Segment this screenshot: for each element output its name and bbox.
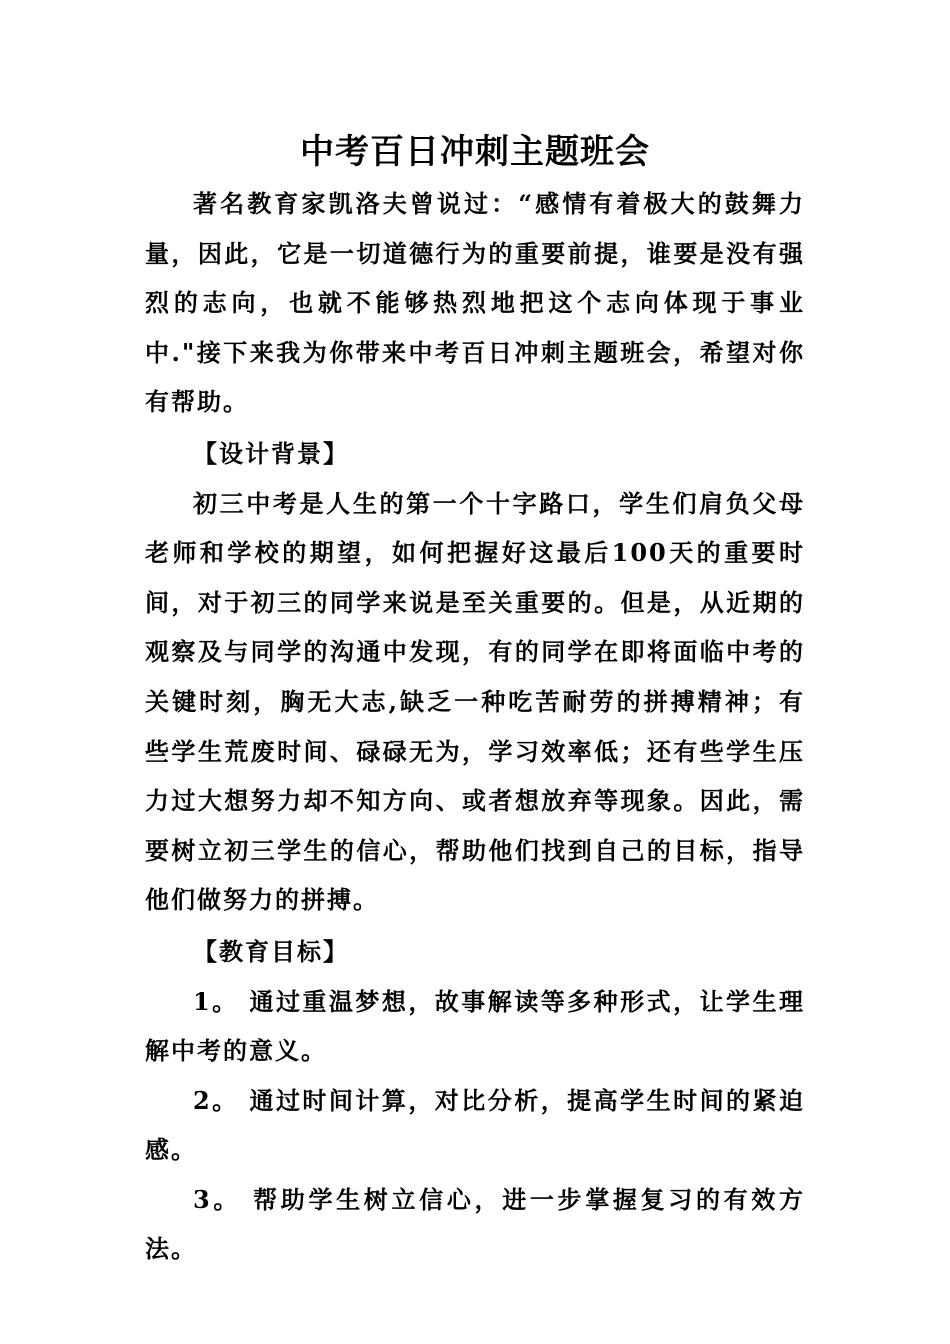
document-content xyxy=(145,125,805,1274)
goal-item-2: 2。 通过时间计算，对比分析，提高学生时间的紧迫感。 xyxy=(145,1085,805,1165)
document-title: 中考百日冲刺主题班会 xyxy=(300,132,650,172)
section-heading-goals: 【教育目标】 xyxy=(193,936,349,966)
intro-paragraph: 著名教育家凯洛夫曾说过：“感情有着极大的鼓舞力量，因此，它是一切道德行为的重要前提，谁要是没有强烈的志向，也就不能够热烈地把这个志向体现于事业中."接下来我为你带来中考百日冲刺主题班会，希望对你有帮助。 xyxy=(145,189,805,417)
background-paragraph: 初三中考是人生的第一个十字路口，学生们肩负父母老师和学校的期望，如何把握好这最后100天的重要时间，对于初三的同学来说是至关重要的。但是，从近期的观察及与同学的沟通中发现，有的同学在即将面临中考的关键时刻，胸无大志,缺乏一种吃苦耐劳的拼搏精神；有些学生荒废时间、碌碌无为，学习效率低；还有些学生压力过大想努力却不知方向、或者想放弃等现象。因此，需要树立初三学生的信心，帮助他们找到自己的目标，指导他们做努力的拼搏。 xyxy=(145,488,805,915)
goal-item-1: 1。 通过重温梦想，故事解读等多种形式，让学生理解中考的意义。 xyxy=(145,986,805,1066)
goal-item-3: 3。 帮助学生树立信心，进一步掌握复习的有效方法。 xyxy=(145,1184,805,1264)
section-heading-background: 【设计背景】 xyxy=(193,438,349,468)
